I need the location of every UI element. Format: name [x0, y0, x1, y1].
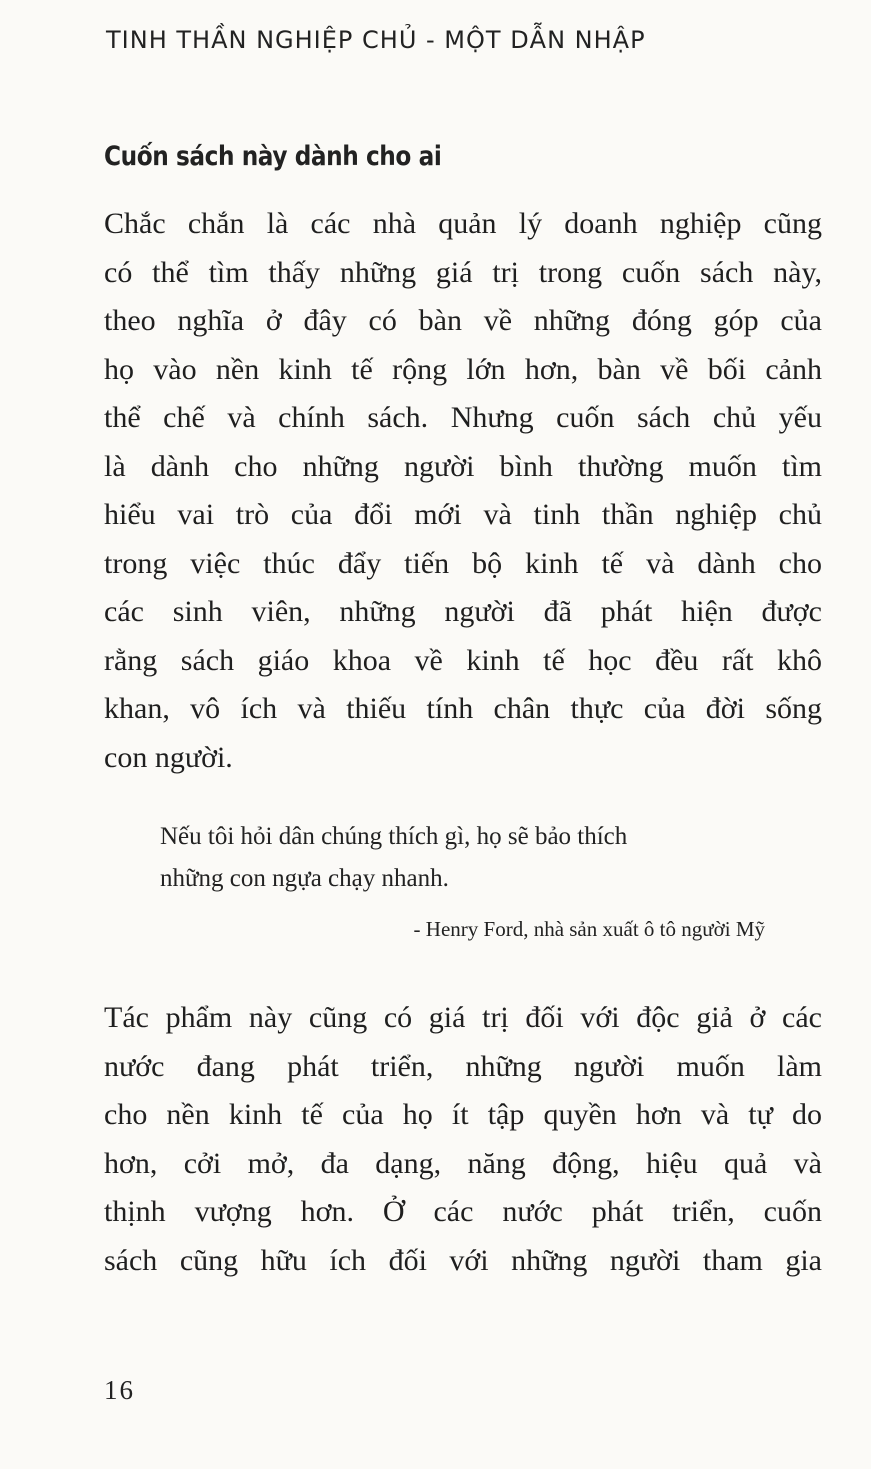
- paragraph-line: rằng sách giáo khoa về kinh tế học đều rất khô: [104, 643, 822, 677]
- paragraph-line: có thể tìm thấy những giá trị trong cuốn sách này,: [104, 255, 822, 289]
- paragraph-line: cho nền kinh tế của họ ít tập quyền hơn và tự do: [104, 1098, 822, 1131]
- paragraph-line: Chắc chắn là các nhà quản lý doanh nghiệp cũng: [104, 207, 822, 240]
- paragraph-developing-countries: [104, 994, 822, 1285]
- quote-line: Nếu tôi hỏi dân chúng thích gì, họ sẽ bảo thích: [160, 823, 628, 850]
- paragraph-intro: [104, 200, 822, 782]
- paragraph-line: con người.: [104, 740, 233, 774]
- paragraph-line: theo nghĩa ở đây có bàn về những đóng góp của: [104, 304, 822, 337]
- quote-line: những con ngựa chạy nhanh.: [160, 865, 449, 892]
- paragraph-line: sách cũng hữu ích đối với những người tham gia: [104, 1243, 822, 1277]
- section-heading: Cuốn sách này dành cho ai: [104, 141, 442, 172]
- paragraph-line: là dành cho những người bình thường muốn tìm: [104, 449, 822, 483]
- quote-attribution: - Henry Ford, nhà sản xuất ô tô người Mỹ: [413, 917, 765, 941]
- paragraph-line: hiểu vai trò của đổi mới và tinh thần nghiệp chủ: [104, 498, 822, 531]
- paragraph-line: khan, vô ích và thiếu tính chân thực của đời sống: [104, 692, 822, 725]
- paragraph-line: Tác phẩm này cũng có giá trị đối với độc giả ở các: [104, 1001, 822, 1034]
- paragraph-line: thịnh vượng hơn. Ở các nước phát triển, cuốn: [104, 1195, 822, 1228]
- paragraph-line: trong việc thúc đẩy tiến bộ kinh tế và dành cho: [104, 546, 822, 580]
- paragraph-line: nước đang phát triển, những người muốn làm: [104, 1049, 822, 1083]
- paragraph-line: hơn, cởi mở, đa dạng, năng động, hiệu quả và: [104, 1146, 822, 1180]
- epigraph-quote: [160, 816, 770, 900]
- page-number: 16: [104, 1375, 135, 1405]
- paragraph-line: họ vào nền kinh tế rộng lớn hơn, bàn về bối cảnh: [104, 352, 822, 386]
- paragraph-line: thể chế và chính sách. Nhưng cuốn sách chủ yếu: [104, 401, 822, 434]
- running-header: TINH THẦN NGHIỆP CHỦ - MỘT DẪN NHẬP: [106, 26, 646, 54]
- paragraph-line: các sinh viên, những người đã phát hiện được: [104, 595, 822, 628]
